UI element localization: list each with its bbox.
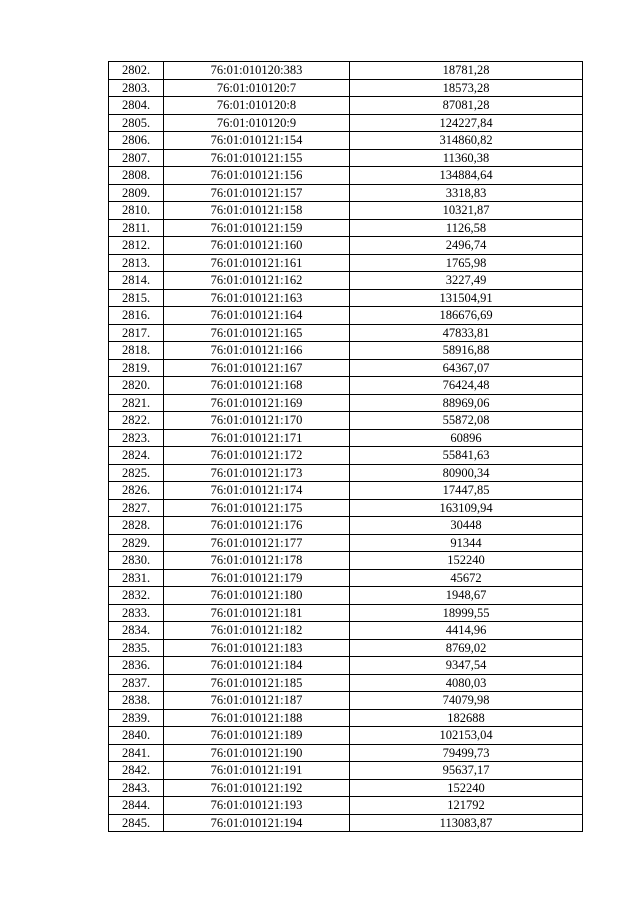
cadastral-number-cell: 76:01:010121:167 bbox=[164, 359, 350, 377]
table-row bbox=[109, 97, 583, 115]
cadastral-number-cell: 76:01:010121:191 bbox=[164, 762, 350, 780]
table-row bbox=[109, 377, 583, 395]
value-cell: 88969,06 bbox=[350, 394, 583, 412]
value-cell: 18573,28 bbox=[350, 79, 583, 97]
cadastral-number-cell: 76:01:010121:168 bbox=[164, 377, 350, 395]
table-row bbox=[109, 132, 583, 150]
table-row bbox=[109, 797, 583, 815]
cadastral-number-cell: 76:01:010121:171 bbox=[164, 429, 350, 447]
row-number-cell: 2805. bbox=[109, 114, 164, 132]
row-number-cell: 2807. bbox=[109, 149, 164, 167]
row-number-cell: 2845. bbox=[109, 814, 164, 832]
table-row bbox=[109, 272, 583, 290]
table-row bbox=[109, 779, 583, 797]
table-row bbox=[109, 342, 583, 360]
cadastral-number-cell: 76:01:010121:179 bbox=[164, 569, 350, 587]
table-row bbox=[109, 219, 583, 237]
value-cell: 124227,84 bbox=[350, 114, 583, 132]
row-number-cell: 2802. bbox=[109, 62, 164, 80]
table-row bbox=[109, 359, 583, 377]
table-row bbox=[109, 517, 583, 535]
value-cell: 60896 bbox=[350, 429, 583, 447]
cadastral-number-cell: 76:01:010121:160 bbox=[164, 237, 350, 255]
row-number-cell: 2813. bbox=[109, 254, 164, 272]
cadastral-number-cell: 76:01:010121:156 bbox=[164, 167, 350, 185]
value-cell: 47833,81 bbox=[350, 324, 583, 342]
row-number-cell: 2843. bbox=[109, 779, 164, 797]
table-row bbox=[109, 814, 583, 832]
table-row bbox=[109, 202, 583, 220]
cadastral-number-cell: 76:01:010121:190 bbox=[164, 744, 350, 762]
table-row bbox=[109, 412, 583, 430]
cadastral-number-cell: 76:01:010120:8 bbox=[164, 97, 350, 115]
row-number-cell: 2812. bbox=[109, 237, 164, 255]
row-number-cell: 2825. bbox=[109, 464, 164, 482]
table-row bbox=[109, 692, 583, 710]
cadastral-number-cell: 76:01:010120:9 bbox=[164, 114, 350, 132]
row-number-cell: 2830. bbox=[109, 552, 164, 570]
table-row bbox=[109, 534, 583, 552]
value-cell: 102153,04 bbox=[350, 727, 583, 745]
value-cell: 17447,85 bbox=[350, 482, 583, 500]
cadastral-number-cell: 76:01:010121:165 bbox=[164, 324, 350, 342]
value-cell: 80900,34 bbox=[350, 464, 583, 482]
value-cell: 18999,55 bbox=[350, 604, 583, 622]
row-number-cell: 2831. bbox=[109, 569, 164, 587]
row-number-cell: 2804. bbox=[109, 97, 164, 115]
value-cell: 79499,73 bbox=[350, 744, 583, 762]
value-cell: 8769,02 bbox=[350, 639, 583, 657]
value-cell: 182688 bbox=[350, 709, 583, 727]
cadastral-number-cell: 76:01:010121:163 bbox=[164, 289, 350, 307]
cadastral-number-cell: 76:01:010121:193 bbox=[164, 797, 350, 815]
row-number-cell: 2842. bbox=[109, 762, 164, 780]
cadastral-number-cell: 76:01:010121:189 bbox=[164, 727, 350, 745]
row-number-cell: 2811. bbox=[109, 219, 164, 237]
cadastral-value-table bbox=[108, 61, 583, 832]
cadastral-number-cell: 76:01:010121:174 bbox=[164, 482, 350, 500]
table-row bbox=[109, 289, 583, 307]
row-number-cell: 2820. bbox=[109, 377, 164, 395]
table-row bbox=[109, 79, 583, 97]
value-cell: 55841,63 bbox=[350, 447, 583, 465]
value-cell: 9347,54 bbox=[350, 657, 583, 675]
table-row bbox=[109, 587, 583, 605]
row-number-cell: 2840. bbox=[109, 727, 164, 745]
value-cell: 64367,07 bbox=[350, 359, 583, 377]
row-number-cell: 2828. bbox=[109, 517, 164, 535]
cadastral-number-cell: 76:01:010121:161 bbox=[164, 254, 350, 272]
cadastral-number-cell: 76:01:010121:187 bbox=[164, 692, 350, 710]
value-cell: 1948,67 bbox=[350, 587, 583, 605]
cadastral-number-cell: 76:01:010121:194 bbox=[164, 814, 350, 832]
row-number-cell: 2810. bbox=[109, 202, 164, 220]
value-cell: 152240 bbox=[350, 552, 583, 570]
table-row bbox=[109, 307, 583, 325]
value-cell: 1765,98 bbox=[350, 254, 583, 272]
row-number-cell: 2839. bbox=[109, 709, 164, 727]
value-cell: 3318,83 bbox=[350, 184, 583, 202]
value-cell: 11360,38 bbox=[350, 149, 583, 167]
table-row bbox=[109, 674, 583, 692]
row-number-cell: 2838. bbox=[109, 692, 164, 710]
row-number-cell: 2815. bbox=[109, 289, 164, 307]
table-row bbox=[109, 622, 583, 640]
table-row bbox=[109, 744, 583, 762]
value-cell: 131504,91 bbox=[350, 289, 583, 307]
value-cell: 91344 bbox=[350, 534, 583, 552]
value-cell: 2496,74 bbox=[350, 237, 583, 255]
value-cell: 58916,88 bbox=[350, 342, 583, 360]
row-number-cell: 2841. bbox=[109, 744, 164, 762]
row-number-cell: 2803. bbox=[109, 79, 164, 97]
cadastral-number-cell: 76:01:010121:188 bbox=[164, 709, 350, 727]
table-row bbox=[109, 464, 583, 482]
cadastral-number-cell: 76:01:010121:173 bbox=[164, 464, 350, 482]
table-row bbox=[109, 429, 583, 447]
cadastral-number-cell: 76:01:010121:175 bbox=[164, 499, 350, 517]
value-cell: 30448 bbox=[350, 517, 583, 535]
table-row bbox=[109, 114, 583, 132]
row-number-cell: 2809. bbox=[109, 184, 164, 202]
value-cell: 163109,94 bbox=[350, 499, 583, 517]
row-number-cell: 2822. bbox=[109, 412, 164, 430]
value-cell: 314860,82 bbox=[350, 132, 583, 150]
table-row bbox=[109, 604, 583, 622]
cadastral-number-cell: 76:01:010121:182 bbox=[164, 622, 350, 640]
cadastral-number-cell: 76:01:010121:164 bbox=[164, 307, 350, 325]
table-row bbox=[109, 657, 583, 675]
cadastral-number-cell: 76:01:010121:176 bbox=[164, 517, 350, 535]
table-row bbox=[109, 447, 583, 465]
row-number-cell: 2824. bbox=[109, 447, 164, 465]
value-cell: 3227,49 bbox=[350, 272, 583, 290]
table-row bbox=[109, 762, 583, 780]
cadastral-number-cell: 76:01:010121:180 bbox=[164, 587, 350, 605]
value-cell: 55872,08 bbox=[350, 412, 583, 430]
cadastral-number-cell: 76:01:010121:158 bbox=[164, 202, 350, 220]
table-row bbox=[109, 482, 583, 500]
value-cell: 95637,17 bbox=[350, 762, 583, 780]
row-number-cell: 2816. bbox=[109, 307, 164, 325]
cadastral-number-cell: 76:01:010121:162 bbox=[164, 272, 350, 290]
table-row bbox=[109, 62, 583, 80]
table-row bbox=[109, 709, 583, 727]
row-number-cell: 2814. bbox=[109, 272, 164, 290]
row-number-cell: 2819. bbox=[109, 359, 164, 377]
value-cell: 113083,87 bbox=[350, 814, 583, 832]
value-cell: 152240 bbox=[350, 779, 583, 797]
table-row bbox=[109, 324, 583, 342]
row-number-cell: 2821. bbox=[109, 394, 164, 412]
value-cell: 121792 bbox=[350, 797, 583, 815]
table-row bbox=[109, 499, 583, 517]
value-cell: 1126,58 bbox=[350, 219, 583, 237]
cadastral-number-cell: 76:01:010120:383 bbox=[164, 62, 350, 80]
cadastral-number-cell: 76:01:010121:166 bbox=[164, 342, 350, 360]
cadastral-number-cell: 76:01:010121:154 bbox=[164, 132, 350, 150]
cadastral-number-cell: 76:01:010121:178 bbox=[164, 552, 350, 570]
row-number-cell: 2808. bbox=[109, 167, 164, 185]
cadastral-number-cell: 76:01:010121:169 bbox=[164, 394, 350, 412]
row-number-cell: 2827. bbox=[109, 499, 164, 517]
row-number-cell: 2818. bbox=[109, 342, 164, 360]
cadastral-number-cell: 76:01:010121:185 bbox=[164, 674, 350, 692]
row-number-cell: 2806. bbox=[109, 132, 164, 150]
row-number-cell: 2837. bbox=[109, 674, 164, 692]
table-row bbox=[109, 552, 583, 570]
row-number-cell: 2829. bbox=[109, 534, 164, 552]
row-number-cell: 2823. bbox=[109, 429, 164, 447]
cadastral-number-cell: 76:01:010121:172 bbox=[164, 447, 350, 465]
value-cell: 186676,69 bbox=[350, 307, 583, 325]
value-cell: 134884,64 bbox=[350, 167, 583, 185]
table-row bbox=[109, 149, 583, 167]
row-number-cell: 2832. bbox=[109, 587, 164, 605]
table-row bbox=[109, 167, 583, 185]
table-body bbox=[109, 62, 583, 832]
value-cell: 74079,98 bbox=[350, 692, 583, 710]
value-cell: 45672 bbox=[350, 569, 583, 587]
table-row bbox=[109, 569, 583, 587]
value-cell: 4080,03 bbox=[350, 674, 583, 692]
row-number-cell: 2833. bbox=[109, 604, 164, 622]
row-number-cell: 2817. bbox=[109, 324, 164, 342]
table-row bbox=[109, 254, 583, 272]
cadastral-number-cell: 76:01:010121:183 bbox=[164, 639, 350, 657]
cadastral-number-cell: 76:01:010121:181 bbox=[164, 604, 350, 622]
cadastral-number-cell: 76:01:010121:177 bbox=[164, 534, 350, 552]
row-number-cell: 2844. bbox=[109, 797, 164, 815]
table-row bbox=[109, 184, 583, 202]
row-number-cell: 2835. bbox=[109, 639, 164, 657]
value-cell: 76424,48 bbox=[350, 377, 583, 395]
value-cell: 10321,87 bbox=[350, 202, 583, 220]
row-number-cell: 2836. bbox=[109, 657, 164, 675]
table-row bbox=[109, 639, 583, 657]
cadastral-number-cell: 76:01:010121:192 bbox=[164, 779, 350, 797]
value-cell: 87081,28 bbox=[350, 97, 583, 115]
table-row bbox=[109, 237, 583, 255]
cadastral-number-cell: 76:01:010120:7 bbox=[164, 79, 350, 97]
value-cell: 4414,96 bbox=[350, 622, 583, 640]
row-number-cell: 2826. bbox=[109, 482, 164, 500]
cadastral-number-cell: 76:01:010121:159 bbox=[164, 219, 350, 237]
cadastral-number-cell: 76:01:010121:155 bbox=[164, 149, 350, 167]
table-row bbox=[109, 394, 583, 412]
cadastral-number-cell: 76:01:010121:170 bbox=[164, 412, 350, 430]
row-number-cell: 2834. bbox=[109, 622, 164, 640]
value-cell: 18781,28 bbox=[350, 62, 583, 80]
cadastral-number-cell: 76:01:010121:157 bbox=[164, 184, 350, 202]
table-row bbox=[109, 727, 583, 745]
cadastral-number-cell: 76:01:010121:184 bbox=[164, 657, 350, 675]
